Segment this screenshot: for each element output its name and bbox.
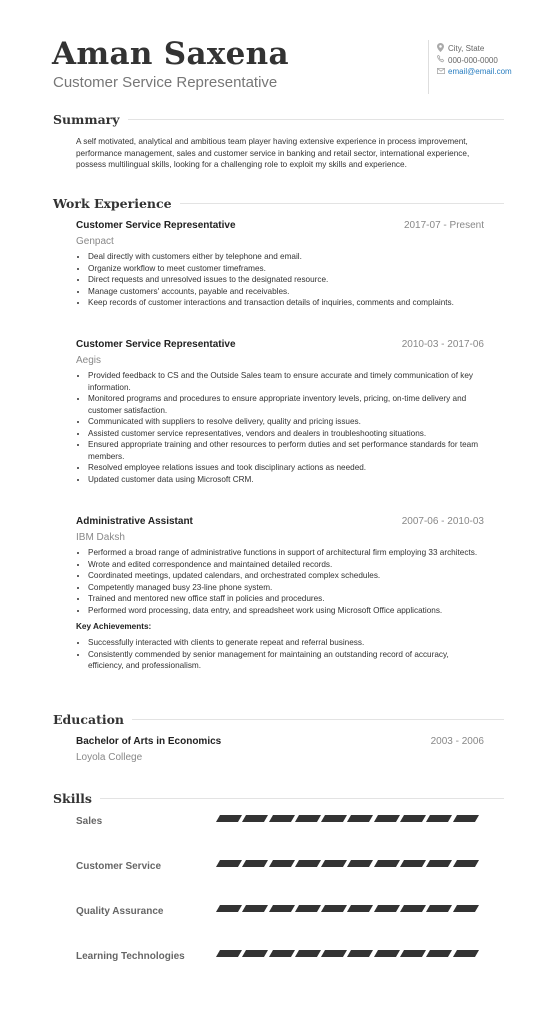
skill-level-segment: [400, 815, 426, 822]
skill-name: Quality Assurance: [76, 906, 164, 917]
skill-level-segment: [269, 815, 295, 822]
duty-item: • Deal directly with customers either by telephone and email.: [88, 251, 484, 263]
skill-level-segment: [321, 950, 347, 957]
skills-heading: Skills: [53, 791, 92, 806]
skill-level-segment: [269, 905, 295, 912]
duty-item: • Direct requests and unresolved issues to the designated resource.: [88, 274, 484, 286]
job-duties: [76, 547, 484, 616]
skill-level-segment: [321, 905, 347, 912]
job-title: Administrative Assistant: [76, 516, 193, 527]
contact-phone-text: 000-000-0000: [448, 55, 498, 65]
header-divider: [428, 40, 429, 94]
skill-level-segment: [453, 860, 479, 867]
skill-level-segment: [295, 860, 321, 867]
skill-rating: [218, 815, 481, 822]
skill-level-segment: [400, 905, 426, 912]
work-heading: Work Experience: [53, 196, 172, 211]
skill-level-segment: [453, 950, 479, 957]
duty-item: • Competently managed busy 23-line phone system.: [88, 582, 484, 594]
duty-item: • Resolved employee relations issues and took disciplinary actions as needed.: [88, 462, 484, 474]
email-link[interactable]: email@email.com: [448, 67, 512, 76]
skill-level-segment: [295, 905, 321, 912]
job-entry: [76, 339, 484, 485]
duty-item: • Assisted customer service representatives, vendors and dealers in troubleshooting situations.: [88, 428, 484, 440]
education-date: 2003 - 2006: [430, 736, 484, 747]
work-section-header: [53, 196, 504, 211]
degree: Bachelor of Arts in Economics: [76, 736, 222, 747]
skill-level-segment: [453, 905, 479, 912]
contact-phone: [436, 55, 498, 65]
achievement-item: • Successfully interacted with clients to generate repeat and referral business.: [88, 637, 484, 649]
duty-item: • Keep records of customer interactions and transaction details of inquiries, comments and complaints.: [88, 297, 484, 309]
achievement-item: • Consistently commended by senior management for maintaining an outstanding record of accuracy, efficiency, and professionalism.: [88, 649, 484, 672]
skill-level-segment: [216, 905, 242, 912]
skill-level-segment: [453, 815, 479, 822]
skill-level-segment: [321, 815, 347, 822]
skill-level-segment: [374, 815, 400, 822]
skill-level-segment: [321, 860, 347, 867]
job-company: Genpact: [76, 236, 114, 247]
skill-name: Sales: [76, 816, 103, 827]
skill-level-segment: [374, 950, 400, 957]
duty-item: • Monitored programs and procedures to ensure appropriate inventory levels, pricing, on-time delivery and customer satisfaction.: [88, 393, 484, 416]
duty-item: • Manage customers' accounts, payable and receivables.: [88, 286, 484, 298]
skill-level-segment: [216, 950, 242, 957]
skill-level-segment: [374, 860, 400, 867]
skill-level-segment: [269, 860, 295, 867]
skill-level-segment: [374, 905, 400, 912]
section-divider: [100, 798, 504, 799]
key-achievements-heading: Key Achievements:: [76, 622, 152, 631]
duty-item: • Organize workflow to meet customer timeframes.: [88, 263, 484, 275]
skill-level-segment: [400, 860, 426, 867]
duty-item: • Performed word processing, data entry, and spreadsheet work using Microsoft Office applications.: [88, 605, 484, 617]
job-date: 2010-03 - 2017-06: [401, 339, 484, 350]
skill-level-segment: [347, 815, 373, 822]
skill-level-segment: [269, 950, 295, 957]
skill-level-segment: [242, 860, 268, 867]
skill-name: Learning Technologies: [76, 951, 185, 962]
skill-rating: [218, 860, 481, 867]
job-date: 2007-06 - 2010-03: [401, 516, 484, 527]
contact-email[interactable]: [436, 67, 512, 76]
summary-section-header: [53, 112, 504, 127]
skill-level-segment: [400, 950, 426, 957]
skill-rating: [218, 905, 481, 912]
duty-item: • Provided feedback to CS and the Outside Sales team to ensure accurate and timely communication of key information.: [88, 370, 484, 393]
duty-item: • Communicated with suppliers to resolve delivery, quality and pricing issues.: [88, 416, 484, 428]
duty-item: • Updated customer data using Microsoft CRM.: [88, 474, 484, 486]
job-title: Customer Service Representative: [76, 220, 236, 231]
skill-level-segment: [426, 905, 452, 912]
duty-item: • Trained and mentored new office staff in policies and procedures.: [88, 593, 484, 605]
contact-location: [436, 43, 484, 54]
summary-text: A self motivated, analytical and ambitious team player having extensive experience in process improvement, performance management, sales and customer service in banking and retail sector, international experience, possess multilingual skills, looking for a challenging role to exploit my skills and experience.: [76, 137, 470, 169]
skills-section-header: [53, 791, 504, 806]
job-company: IBM Daksh: [76, 532, 125, 543]
duty-item: • Ensured appropriate training and other resources to perform duties and set performance standards for team members.: [88, 439, 484, 462]
skill-name: Customer Service: [76, 861, 162, 872]
skill-level-segment: [242, 815, 268, 822]
job-entry: [76, 220, 484, 309]
job-duties: [76, 370, 484, 485]
skill-level-segment: [347, 860, 373, 867]
skill-level-segment: [295, 950, 321, 957]
duty-item: • Coordinated meetings, updated calendars, and orchestrated complex schedules.: [88, 570, 484, 582]
skill-level-segment: [426, 860, 452, 867]
section-divider: [128, 119, 504, 120]
skill-level-segment: [216, 815, 242, 822]
skill-level-segment: [426, 815, 452, 822]
job-date: 2017-07 - Present: [403, 220, 484, 231]
education-section-header: [53, 712, 504, 727]
achievements-list: [76, 637, 484, 672]
skill-level-segment: [347, 905, 373, 912]
job-company: Aegis: [76, 355, 102, 366]
phone-icon: [436, 55, 445, 65]
job-title: Customer Service Representative: [76, 339, 236, 350]
duty-item: • Wrote and edited correspondence and maintained detailed records.: [88, 559, 484, 571]
job-duties: [76, 251, 484, 309]
summary-heading: Summary: [53, 112, 120, 127]
duty-item: • Performed a broad range of administrative functions in support of architectural firm employing 33 architects.: [88, 547, 484, 559]
email-icon: [436, 67, 445, 76]
skill-rating: [218, 950, 481, 957]
candidate-title: Customer Service Representative: [53, 74, 278, 91]
skill-level-segment: [242, 905, 268, 912]
contact-location-text: City, State: [448, 44, 485, 53]
skill-level-segment: [242, 950, 268, 957]
job-entry: [76, 516, 484, 672]
section-divider: [132, 719, 504, 720]
skill-level-segment: [426, 950, 452, 957]
education-heading: Education: [53, 712, 125, 727]
skill-level-segment: [295, 815, 321, 822]
skill-level-segment: [347, 950, 373, 957]
skill-level-segment: [216, 860, 242, 867]
location-icon: [436, 43, 445, 54]
candidate-name: Aman Saxena: [52, 36, 289, 72]
school: Loyola College: [76, 752, 143, 763]
section-divider: [180, 203, 504, 204]
education-entry: [76, 736, 484, 763]
